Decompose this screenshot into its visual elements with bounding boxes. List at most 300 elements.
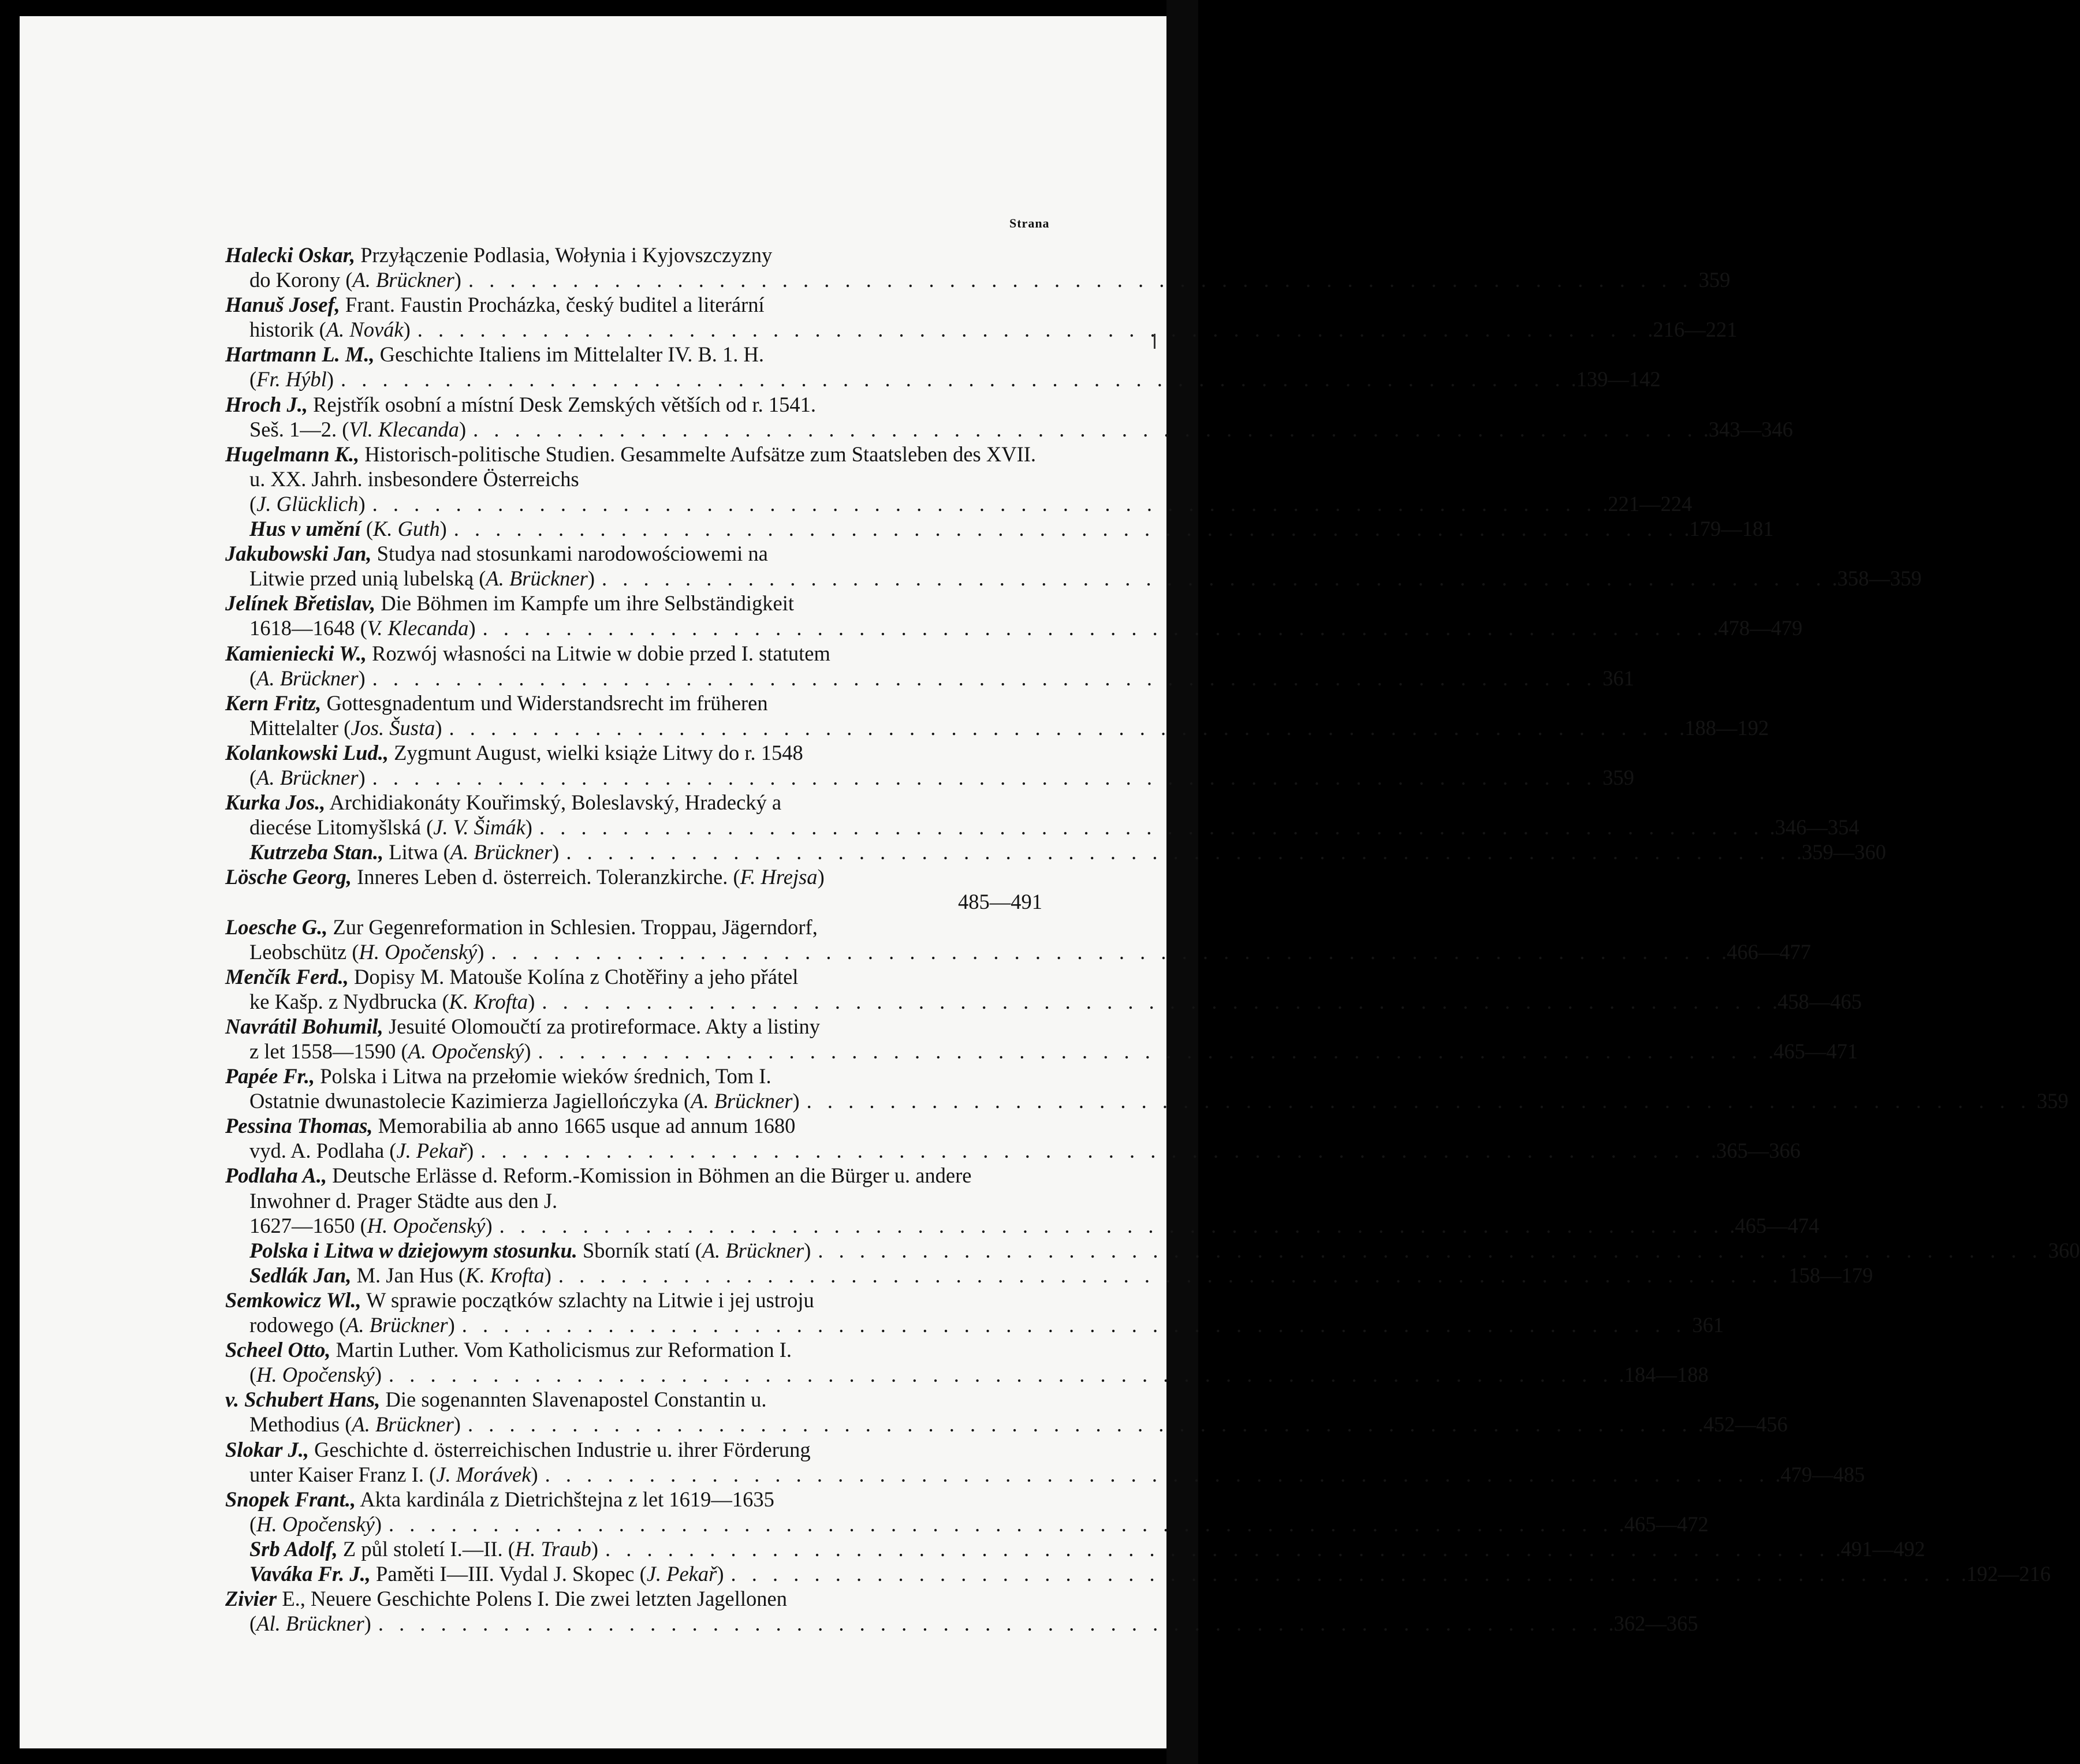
- entry-author: Loesche G.,: [225, 915, 328, 939]
- entry-lead-plain: diecése Litomyšlská (: [249, 815, 434, 840]
- entry-title: [225, 691, 1042, 715]
- entry-reviewer: J. Morávek: [436, 1462, 531, 1486]
- entry-pages: .221—224: [1602, 491, 1693, 516]
- entry-pages: 359: [1602, 765, 1635, 789]
- dot-leader: . . . . . . . . . . . . . . . . . . . . . . . . . . . . . . . . . . . . . . . . . . . . . . . . . . . . . . . . . . .: [491, 939, 1716, 964]
- entry-lead-plain: (: [249, 491, 257, 516]
- entry-reviewer: K. Krofta: [465, 1263, 545, 1287]
- entry-pages: .216—221: [1647, 318, 1738, 342]
- entry-leader-row: [249, 1561, 2051, 1586]
- entry-author: Hartmann L. M.,: [225, 342, 375, 367]
- entry-pages: .184—188: [1619, 1363, 1709, 1387]
- entry-reviewer: A. Brückner: [702, 1238, 804, 1262]
- entry-lead-plain: z let 1558—1590 (: [249, 1039, 408, 1063]
- entry-pages: .346—354: [1769, 815, 1859, 840]
- entry-reviewer: Vl. Klecanda: [349, 417, 459, 441]
- entry-pages: .358—359: [1832, 566, 1922, 591]
- entry-leader-row: [249, 815, 1859, 840]
- index-entry: [225, 1586, 1698, 1636]
- entry-lead-tail: ): [552, 840, 560, 864]
- entry-text: Zur Gegenreformation in Schlesien. Troppau, Jägerndorf,: [327, 915, 818, 939]
- entry-title: [225, 790, 1042, 815]
- dot-leader: . . . . . . . . . . . . . . . . . . . . . . . . . . . . . . . . . . . . . . . . . . . . . . . . . . . . . . . . . . .: [558, 1263, 1783, 1287]
- entry-reviewer: J. Pekař: [646, 1561, 717, 1586]
- entry-title: [225, 864, 1042, 889]
- index-entry: [225, 1387, 1788, 1437]
- entry-lead-tail: ): [374, 1363, 382, 1387]
- entry-reviewer: H. Opočenský: [359, 939, 478, 964]
- entry-lead-text: [249, 1238, 811, 1263]
- entry-lead-tail: ): [477, 939, 484, 964]
- entry-pages: .343—346: [1703, 417, 1793, 441]
- entry-reviewer: A. Brückner: [691, 1089, 793, 1113]
- entry-lead-tail: ): [468, 616, 476, 640]
- entry-author: Zivier: [225, 1587, 277, 1611]
- index-entry: [225, 1288, 1724, 1337]
- entry-text: Die sogenannten Slavenapostel Constantin u.: [380, 1388, 767, 1412]
- dot-leader: . . . . . . . . . . . . . . . . . . . . . . . . . . . . . . . . . . . . . . . . . . . . . . . . . . . . . . . . . . .: [818, 1238, 2042, 1262]
- entry-reviewer: Fr. Hýbl: [256, 367, 327, 391]
- entry-pages: .362—365: [1608, 1612, 1698, 1636]
- entry-author: Kolankowski Lud.,: [225, 740, 389, 764]
- entry-title: [225, 641, 1042, 666]
- entry-title: [225, 915, 1042, 939]
- index-entry: [225, 1437, 1865, 1487]
- index-entry: [225, 591, 1803, 640]
- entry-lead-plain: unter Kaiser Franz I. (: [249, 1462, 437, 1486]
- entry-lead-plain: (: [249, 367, 257, 391]
- entry-lead-plain: Ostatnie dwunastolecie Kazimierza Jagiellończyka (: [249, 1089, 691, 1113]
- entry-lead-text: [249, 367, 334, 391]
- entry-leader-row: [249, 516, 1774, 541]
- entry-leader-row: [249, 1611, 1698, 1636]
- entry-lead-text: [249, 1263, 551, 1288]
- dot-leader: . . . . . . . . . . . . . . . . . . . . . . . . . . . . . . . . . . . . . . . . . . . . . . . . . . . . . . . . . . .: [467, 1412, 1693, 1437]
- entry-lead-plain: Mittelalter (: [249, 715, 351, 740]
- dot-leader: . . . . . . . . . . . . . . . . . . . . . . . . . . . . . . . . . . . . . . . . . . . . . . . . . . . . . . . . . . .: [389, 1512, 1613, 1536]
- entry-author: Hroch J.,: [225, 392, 308, 416]
- entry-lead-plain: Methodius (: [249, 1412, 352, 1437]
- entry-lead-plain: (: [249, 666, 257, 690]
- entry-author: Kamieniecki W.,: [225, 641, 367, 665]
- entry-lead-tail: ): [524, 1039, 531, 1063]
- entry-lead-tail: ): [326, 367, 334, 391]
- entry-leader-row: [249, 267, 1731, 292]
- entry-reviewer: K. Krofta: [449, 989, 528, 1013]
- entry-lead-plain: (: [249, 1363, 257, 1387]
- entry-lead-plain: do Korony (: [249, 268, 353, 292]
- entry-lead-text: [249, 317, 411, 342]
- index-entry: [225, 1337, 1709, 1387]
- entry-lead-plain: Litwie przed unią lubelską (: [249, 566, 486, 591]
- entry-lead-plain: (: [249, 765, 257, 789]
- entry-author: Navrátil Bohumil,: [225, 1014, 383, 1038]
- entry-leader-row: [249, 1039, 1858, 1064]
- entry-author: Pessina Thomas,: [225, 1114, 373, 1138]
- entry-lead-tail: ): [531, 1462, 538, 1486]
- index-entry: [225, 641, 1635, 691]
- index-entry: [225, 541, 1922, 591]
- entry-pages: .188—192: [1679, 715, 1769, 740]
- entry-lead-tail: ): [358, 666, 366, 690]
- scan-edge-shadow: [1166, 0, 1198, 1764]
- entry-text: Inneres Leben d. österreich. Toleranzkirche. (: [351, 865, 740, 889]
- entry-leader-row: [249, 1088, 2069, 1113]
- entry-lead-text: [249, 1462, 538, 1487]
- entry-leader-row: [249, 765, 1635, 790]
- entry-title: [225, 1337, 1042, 1362]
- entry-leader-row: [249, 939, 1811, 964]
- entry-author: Semkowicz Wl.,: [225, 1288, 361, 1312]
- entry-lead-text: [249, 1412, 461, 1437]
- entry-title: [225, 740, 1042, 765]
- entry-pages: 158—179: [1788, 1263, 1873, 1287]
- entry-lead-tail: ): [358, 765, 366, 789]
- entry-leader-row: [249, 1312, 1724, 1337]
- entry-author: Menčík Ferd.,: [225, 964, 349, 989]
- entry-lead-plain: Paměti I—III. Vydal J. Skopec (: [370, 1561, 647, 1586]
- index-entry: [225, 964, 1862, 1014]
- entry-lead-text: [249, 1362, 382, 1387]
- entry-reviewer: A. Novák: [326, 318, 404, 342]
- entry-lead-tail: ): [448, 1313, 455, 1337]
- entry-reviewer: A. Brückner: [256, 765, 359, 789]
- entry-text: Studya nad stosunkami narodowościowemi na: [371, 542, 768, 566]
- dot-leader: . . . . . . . . . . . . . . . . . . . . . . . . . . . . . . . . . . . . . . . . . . . . . . . . . . . . . . . . . . .: [482, 616, 1708, 640]
- entry-leader-row: [249, 317, 1738, 342]
- entry-author: Kurka Jos.,: [225, 790, 326, 815]
- entry-reviewer: A. Brückner: [352, 268, 454, 292]
- index-entry: [225, 342, 1661, 391]
- entry-text: Gottesgnadentum und Widerstandsrecht im früheren: [321, 691, 768, 715]
- entry-reviewer: F. Hrejsa: [740, 865, 818, 889]
- entry-pages: 361: [1602, 666, 1635, 690]
- index-entry: [225, 292, 1738, 342]
- dot-leader: . . . . . . . . . . . . . . . . . . . . . . . . . . . . . . . . . . . . . . . . . . . . . . . . . . . . . . . . . . .: [566, 840, 1791, 864]
- entry-leader-row: [249, 989, 1862, 1014]
- entry-reviewer: H. Traub: [515, 1536, 591, 1561]
- entry-lead-tail: ): [453, 1412, 461, 1437]
- index-entry: [225, 1263, 1873, 1288]
- dot-leader: . . . . . . . . . . . . . . . . . . . . . . . . . . . . . . . . . . . . . . . . . . . . . . . . . . . . . . . . . . .: [601, 566, 1826, 591]
- entry-pages: .466—477: [1721, 939, 1811, 964]
- entry-pages: .192—216: [1961, 1561, 2051, 1586]
- entry-lead-text: [249, 939, 484, 964]
- entry-lead-text: [249, 1536, 598, 1561]
- entry-text: Jesuité Olomoučtí za protireformace. Akty a listiny: [383, 1014, 820, 1038]
- entry-pages: .359—360: [1796, 840, 1887, 864]
- index-entry: [225, 915, 1811, 964]
- entry-lead-text: [249, 616, 476, 640]
- dot-leader: . . . . . . . . . . . . . . . . . . . . . . . . . . . . . . . . . . . . . . . . . . . . . . . . . . . . . . . . . . .: [806, 1089, 2031, 1113]
- dot-leader: . . . . . . . . . . . . . . . . . . . . . . . . . . . . . . . . . . . . . . . . . . . . . . . . . . . . . . . . . . .: [461, 1313, 1687, 1337]
- entry-lead-tail: ): [591, 1536, 598, 1561]
- entry-title: [225, 1586, 1042, 1611]
- entry-pages: .465—471: [1768, 1039, 1858, 1063]
- entry-pages: .452—456: [1698, 1412, 1788, 1437]
- entry-author: Jakubowski Jan,: [225, 542, 372, 566]
- index-entry: [225, 1238, 2080, 1263]
- entry-text: Przyłączenie Podlasia, Wołynia i Kyjovszczyzny: [355, 243, 773, 267]
- index-entry: [225, 1014, 1858, 1064]
- entry-lead-plain: M. Jan Hus (: [351, 1263, 466, 1287]
- entry-lead-text: [249, 1213, 493, 1238]
- entry-leader-row: [249, 840, 1887, 864]
- entry-text: Akta kardinála z Dietrichštejna z let 1619—1635: [356, 1487, 774, 1511]
- entry-reviewer: H. Opočenský: [367, 1213, 486, 1237]
- entry-title: [225, 392, 1042, 417]
- index-entry: [225, 1536, 1925, 1561]
- entry-leader-row: [249, 417, 1793, 442]
- index-entry: [225, 840, 1887, 864]
- entry-pages: .458—465: [1772, 989, 1862, 1013]
- index-entry: [225, 1561, 2051, 1586]
- entry-title: [225, 1014, 1042, 1039]
- entry-lead-text: [249, 1312, 455, 1337]
- entry-lead-plain: ke Kašp. z Nydbrucka (: [249, 989, 449, 1013]
- entry-lead-tail: ): [403, 318, 411, 342]
- dot-leader: . . . . . . . . . . . . . . . . . . . . . . . . . . . . . . . . . . . . . . . . . . . . . . . . . . . . . . . . . . .: [480, 1139, 1705, 1163]
- entry-leader-row: [249, 1412, 1788, 1437]
- entry-lead-text: [249, 1088, 800, 1113]
- entry-leader-row: [249, 1263, 1873, 1288]
- entry-lead-tail: ): [374, 1512, 382, 1536]
- entry-title: [225, 1163, 1042, 1213]
- entry-title: [225, 1113, 1042, 1138]
- index-entry: [225, 392, 1793, 442]
- entry-text: Martin Luther. Vom Katholicismus zur Reformation I.: [330, 1338, 792, 1362]
- entry-title: [225, 541, 1042, 566]
- entry-leader-row: [249, 616, 1803, 640]
- entry-reviewer: H. Opočenský: [256, 1363, 375, 1387]
- entry-lead-text: [249, 1138, 474, 1163]
- entry-lead-text: [249, 715, 442, 740]
- dot-leader: . . . . . . . . . . . . . . . . . . . . . . . . . . . . . . . . . . . . . . . . . . . . . . . . . . . . . . . . . . .: [539, 815, 1764, 840]
- entry-title: [225, 442, 1042, 491]
- entry-title: [225, 243, 1042, 267]
- entry-text: Die Böhmen im Kampfe um ihre Selbständigkeit: [375, 591, 795, 616]
- entry-lead-text: [249, 1611, 371, 1636]
- entry-author: Polska i Litwa w dziejowym stosunku.: [249, 1238, 577, 1262]
- entry-leader-row: [249, 491, 1693, 516]
- entry-lead-tail: ): [717, 1561, 724, 1586]
- entry-pages: 359: [2037, 1089, 2069, 1113]
- dot-leader: . . . . . . . . . . . . . . . . . . . . . . . . . . . . . . . . . . . . . . . . . . . . . . . . . . . . . . . . . . .: [372, 765, 1597, 789]
- entry-lead-tail: ): [804, 1238, 811, 1262]
- entry-leader-row: [249, 1512, 1709, 1536]
- page-column-label: Strana: [1009, 216, 1050, 230]
- index-entry: [225, 740, 1635, 790]
- entry-lead-text: [249, 1512, 382, 1536]
- entry-lead-tail: ): [435, 715, 442, 740]
- dot-leader: . . . . . . . . . . . . . . . . . . . . . . . . . . . . . . . . . . . . . . . . . . . . . . . . . . . . . . . . . . .: [499, 1213, 1724, 1237]
- entry-pages: 360: [2048, 1238, 2080, 1262]
- entry-lead-plain: Leobschütz (: [249, 939, 359, 964]
- entry-text: Geschichte Italiens im Mittelalter IV. B. 1. H.: [374, 342, 765, 367]
- entry-title: [225, 342, 1042, 367]
- entry-reviewer: A. Brückner: [346, 1313, 448, 1337]
- entry-lead-tail: ): [528, 989, 535, 1013]
- entry-author: Jelínek Břetislav,: [225, 591, 376, 616]
- entry-lead-text: [249, 666, 366, 691]
- entry-lead-plain: Seš. 1—2. (: [249, 417, 349, 441]
- entry-lead-text: [249, 765, 366, 790]
- index-entry: [225, 1113, 1801, 1163]
- index-entry: [225, 864, 1042, 914]
- entry-reviewer: J. Glücklich: [256, 491, 359, 516]
- entry-lead-plain: Sborník statí (: [577, 1238, 702, 1262]
- entry-lead-tail: ): [485, 1213, 493, 1237]
- entry-text: Memorabilia ab anno 1665 usque ad annum 1680: [372, 1114, 796, 1138]
- index-entry: [225, 1163, 1820, 1237]
- entry-pages: .479—485: [1775, 1462, 1865, 1486]
- entry-text-tail: ): [817, 865, 825, 889]
- entry-lead-text: [249, 516, 447, 541]
- entry-lead-tail: ): [358, 491, 366, 516]
- entry-lead-tail: ): [544, 1263, 551, 1287]
- entry-author: Papée Fr.,: [225, 1064, 315, 1088]
- entry-text: Zygmunt August, wielki książe Litwy do r. 1548: [388, 740, 803, 764]
- entry-reviewer: Jos. Šusta: [351, 715, 435, 740]
- entry-lead-plain: rodowego (: [249, 1313, 346, 1337]
- entry-author: Kutrzeba Stan.,: [249, 840, 384, 864]
- entry-reviewer: H. Opočenský: [256, 1512, 375, 1536]
- entry-leader-row: [249, 666, 1635, 691]
- entry-text: Polska i Litwa na przełomie wieków średnich, Tom I.: [315, 1064, 771, 1088]
- entry-leader-row: [249, 715, 1769, 740]
- entry-lead-text: [249, 417, 466, 442]
- entry-lead-tail: ): [587, 566, 595, 591]
- entry-leader-row: [249, 1238, 2080, 1263]
- dot-leader: . . . . . . . . . . . . . . . . . . . . . . . . . . . . . . . . . . . . . . . . . . . . . . . . . . . . . . . . . . .: [468, 268, 1693, 292]
- dot-leader: . . . . . . . . . . . . . . . . . . . . . . . . . . . . . . . . . . . . . . . . . . . . . . . . . . . . . . . . . . .: [542, 989, 1766, 1013]
- entry-lead-plain: historik (: [249, 318, 326, 342]
- entry-title: [225, 1064, 1042, 1088]
- entry-text: W sprawie początków szlachty na Litwie i jej ustroju: [361, 1288, 814, 1312]
- entry-pages: .179—181: [1684, 517, 1774, 541]
- dot-leader: . . . . . . . . . . . . . . . . . . . . . . . . . . . . . . . . . . . . . . . . . . . . . . . . . . . . . . . . . . .: [417, 318, 1642, 342]
- entry-lead-plain: Z půl století I.—II. (: [337, 1536, 515, 1561]
- dot-leader: . . . . . . . . . . . . . . . . . . . . . . . . . . . . . . . . . . . . . . . . . . . . . . . . . . . . . . . . . . .: [372, 666, 1597, 690]
- entry-author: Kern Fritz,: [225, 691, 322, 715]
- entry-author: Snopek Frant.,: [225, 1487, 356, 1511]
- entry-reviewer: A. Brückner: [352, 1412, 454, 1437]
- entry-author: Scheel Otto,: [225, 1338, 331, 1362]
- entry-lead-text: [249, 267, 461, 292]
- entry-reviewer: A. Brückner: [256, 666, 359, 690]
- entry-author: Hus v umění: [249, 517, 361, 541]
- index-entry: [225, 1064, 2069, 1113]
- index-entry: [225, 790, 1859, 840]
- entry-leader-row: [249, 367, 1661, 391]
- dot-leader: . . . . . . . . . . . . . . . . . . . . . . . . . . . . . . . . . . . . . . . . . . . . . . . . . . . . . . . . . . .: [378, 1612, 1603, 1636]
- entry-leader-row: [249, 1536, 1925, 1561]
- entry-pages: .365—366: [1710, 1139, 1801, 1163]
- entry-text: Geschichte d. österreichischen Industrie u. ihrer Förderung: [309, 1437, 811, 1461]
- entry-title: [225, 292, 1042, 317]
- entry-lead-text: [249, 1039, 531, 1064]
- entry-reviewer: J. V. Šimák: [433, 815, 525, 840]
- entry-lead-tail: ): [439, 517, 447, 541]
- entry-lead-text: [249, 1561, 724, 1586]
- index-entry: [225, 691, 1769, 740]
- entry-reviewer: Al. Brückner: [256, 1612, 364, 1636]
- entry-lead-text: [249, 989, 535, 1014]
- entry-lead-plain: 1627—1650 (: [249, 1213, 367, 1237]
- entry-lead-tail: ): [459, 417, 467, 441]
- review-index-list: [225, 243, 2080, 1636]
- entry-lead-tail: ): [792, 1089, 800, 1113]
- entry-lead-text: [249, 566, 595, 591]
- entry-lead-plain: Litwa (: [383, 840, 450, 864]
- index-entry: [225, 243, 1731, 292]
- entry-author: Slokar J.,: [225, 1437, 310, 1461]
- entry-pages: .465—474: [1729, 1213, 1820, 1237]
- entry-leader-row: [249, 1138, 1801, 1163]
- entry-lead-plain: (: [360, 517, 373, 541]
- dot-leader: . . . . . . . . . . . . . . . . . . . . . . . . . . . . . . . . . . . . . . . . . . . . . . . . . . . . . . . . . . .: [538, 1039, 1763, 1063]
- dot-leader: . . . . . . . . . . . . . . . . . . . . . . . . . . . . . . . . . . . . . . . . . . . . . . . . . . . . . . . . . . .: [473, 417, 1698, 441]
- entry-text: Rejstřík osobní a místní Desk Zemských větších od r. 1541.: [307, 392, 816, 416]
- dot-leader: . . . . . . . . . . . . . . . . . . . . . . . . . . . . . . . . . . . . . . . . . . . . . . . . . . . . . . . . . . .: [545, 1462, 1770, 1486]
- entry-lead-plain: (: [249, 1612, 257, 1636]
- entry-pages: 485—491: [958, 890, 1042, 914]
- entry-text: Dopisy M. Matouše Kolína z Chotěřiny a jeho přátel: [348, 964, 799, 989]
- entry-author: v. Schubert Hans,: [225, 1388, 381, 1412]
- entry-lead-text: [249, 815, 532, 840]
- entry-reviewer: A. Brückner: [486, 566, 588, 591]
- entry-leader-row: [249, 1362, 1709, 1387]
- entry-text: E., Neuere Geschichte Polens I. Die zwei letzten Jagellonen: [277, 1587, 787, 1611]
- entry-lead-tail: ): [525, 815, 532, 840]
- entry-reviewer: A. Opočenský: [408, 1039, 524, 1063]
- entry-text: Frant. Faustin Procházka, český buditel a literární: [340, 293, 765, 317]
- entry-lead-tail: ): [454, 268, 461, 292]
- entry-text: Archidiakonáty Kouřimský, Boleslavský, Hradecký a: [325, 790, 782, 815]
- entry-author: Srb Adolf,: [249, 1536, 338, 1561]
- entry-title: [225, 964, 1042, 989]
- entry-reviewer: V. Klecanda: [367, 616, 469, 640]
- entry-pages: 359: [1698, 268, 1731, 292]
- entry-author: Hanuš Josef,: [225, 293, 340, 317]
- entry-leader-row: [249, 1213, 1820, 1238]
- entry-lead-plain: 1618—1648 (: [249, 616, 367, 640]
- dot-leader: . . . . . . . . . . . . . . . . . . . . . . . . . . . . . . . . . . . . . . . . . . . . . . . . . . . . . . . . . . .: [340, 367, 1565, 391]
- entry-lead-tail: ): [467, 1139, 474, 1163]
- index-entry: [225, 1487, 1709, 1536]
- entry-reviewer: K. Guth: [372, 517, 440, 541]
- entry-text: Historisch-politische Studien. Gesammelte Aufsätze zum Staatsleben des XVII. u. XX. Jahrh. insbesondere Österreichs: [249, 442, 1037, 491]
- entry-author: Podlaha A.,: [225, 1163, 327, 1188]
- entry-author: Lösche Georg,: [225, 865, 352, 889]
- entry-lead-tail: ): [364, 1612, 371, 1636]
- entry-pages: .478—479: [1713, 616, 1803, 640]
- entry-title: [225, 591, 1042, 616]
- entry-lead-plain: vyd. A. Podlaha (: [249, 1139, 397, 1163]
- entry-text: Deutsche Erlässe d. Reform.-Komission in Böhmen an die Bürger u. andere Inwohner d. Prager Städte aus den J.: [249, 1163, 972, 1213]
- entry-author: Halecki Oskar,: [225, 243, 356, 267]
- entry-leader-row: [249, 1462, 1865, 1487]
- entry-text: Rozwój własności na Litwie w dobie przed I. statutem: [367, 641, 830, 665]
- dot-leader: . . . . . . . . . . . . . . . . . . . . . . . . . . . . . . . . . . . . . . . . . . . . . . . . . . . . . . . . . . .: [605, 1536, 1830, 1561]
- entry-lead-text: [249, 840, 559, 864]
- index-entry: [225, 442, 1693, 516]
- entry-lead-plain: (: [249, 1512, 257, 1536]
- entry-leader-row: [249, 566, 1922, 591]
- entry-title: [225, 1437, 1042, 1462]
- entry-title: [225, 1487, 1042, 1512]
- entry-pages: 361: [1692, 1313, 1724, 1337]
